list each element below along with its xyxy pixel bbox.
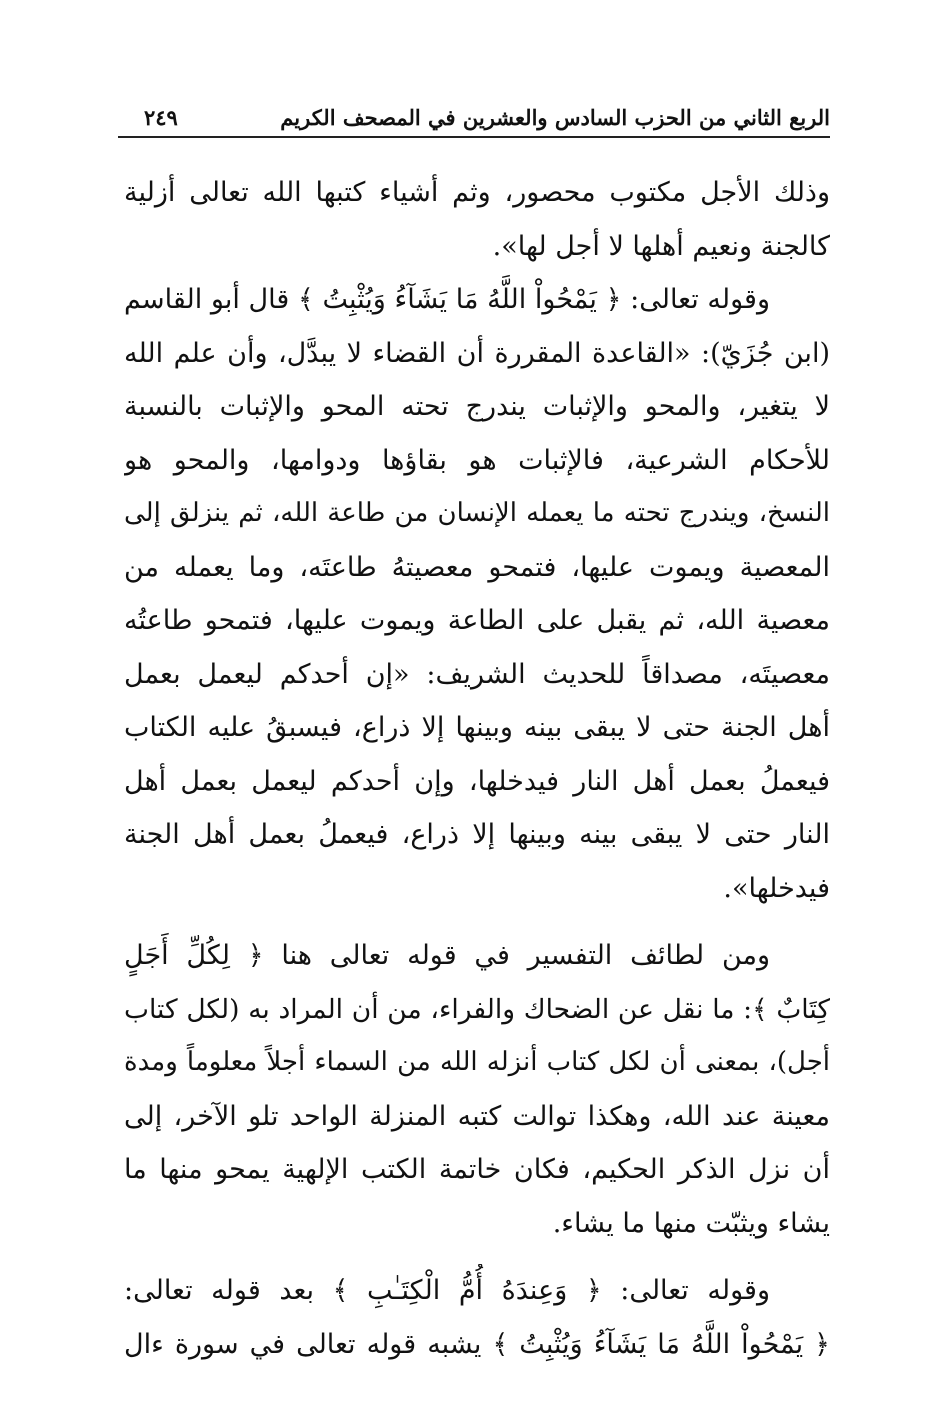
text-line: للأحكام الشرعية، فالإثبات هو بقاؤها ودوامها، والمحو هو [124,444,830,476]
paragraph-1 [124,166,830,273]
paragraph-4 [124,1264,830,1371]
text-line: وذلك الأجل مكتوب محصور، وثم أشياء كتبها الله تعالى أزلية [124,177,830,208]
text-line: أجل)، بمعنى أن لكل كتاب أنزله الله من السماء أجلاً معلوماً ومدة [124,1047,830,1077]
text-line: معصية الله، ثم يقبل على الطاعة ويموت عليها، فتمحو طاعتُه [124,605,830,636]
paragraph-2 [124,273,830,915]
text-line: النار حتى لا يبقى بينه وبينها إلا ذراع، فيعملُ بعمل أهل الجنة [124,819,830,850]
header-title: الربع الثاني من الحزب السادس والعشرين في المصحف الكريم [280,105,830,130]
text-line: النسخ، ويندرج تحته ما يعمله الإنسان من طاعة الله، ثم ينزلق إلى [124,498,830,528]
text-line: معينة عند الله، وهكذا توالت كتبه المنزلة الواحد تلو الآخر، إلى [124,1100,830,1132]
paragraph-3 [124,929,830,1250]
text-line: كِتَابٌ ﴾: ما نقل عن الضحاك والفراء، من أن المراد به (لكل كتاب [124,993,830,1025]
text-line: وقوله تعالى: ﴿ يَمْحُواْ اللَّهُ مَا يَشَآءُ وَيُثْبِتُ ﴾ قال أبو القاسم [124,284,770,315]
text-line: فيدخلها». [723,872,830,904]
paragraph-gap [124,915,830,929]
text-line: المعصية ويموت عليها، فتمحو معصيتهُ طاعتَه، وما يعمله من [124,551,830,583]
text-line: ومن لطائف التفسير في قوله تعالى هنا ﴿ لِكُلِّ أَجَلٍ [124,940,770,971]
page-number: ٢٤٩ [144,105,178,130]
text-line: يشاء ويثبّت منها ما يشاء. [552,1207,830,1239]
text-line: أهل الجنة حتى لا يبقى بينه وبينها إلا ذراع، فيسبقُ عليه الكتاب [124,712,830,743]
text-line: لا يتغير، والمحو والإثبات يندرج تحته المحو والإثبات بالنسبة [124,391,830,422]
text-line: فيعملُ بعمل أهل النار فيدخلها، وإن أحدكم ليعمل بعمل أهل [124,765,830,797]
paragraph-gap [124,1250,830,1264]
text-line: كالجنة ونعيم أهلها لا أجل لها». [492,230,830,262]
text-line: (ابن جُزَيّ): «القاعدة المقررة أن القضاء لا يبدَّل، وأن علم الله [124,337,830,369]
text-line: ﴿ يَمْحُواْ اللَّهُ مَا يَشَآءُ وَيُثْبِتُ ﴾ يشبه قوله تعالى في سورة ءال [124,1328,830,1360]
text-line: وقوله تعالى: ﴿ وَعِندَهُ أُمُّ الْكِتَـٰبِ ﴾ بعد قوله تعالى: [124,1275,770,1306]
text-line: أن نزل الذكر الحكيم، فكان خاتمة الكتب الإلهية يمحو منها ما [124,1154,830,1185]
text-line: معصيتَه، مصداقاً للحديث الشريف: «إن أحدكم ليعمل بعمل [124,658,830,690]
page-body [124,166,830,1371]
running-header [118,96,830,138]
